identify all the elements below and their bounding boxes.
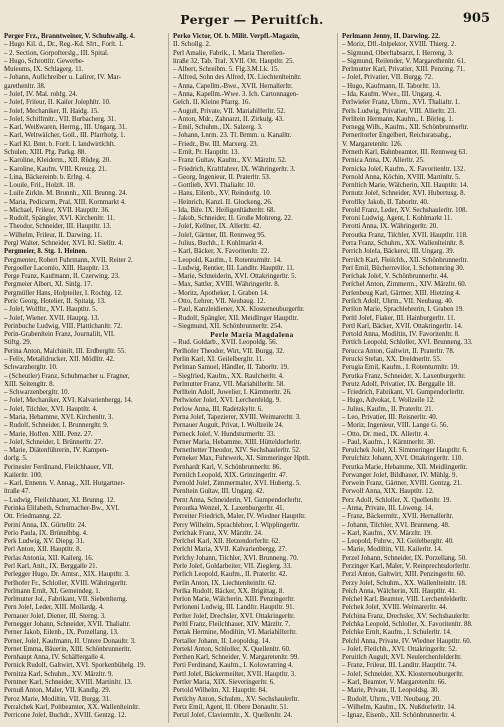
directory-entry: Perzy Joſef, Schuhm., XX. Wallenſteinſtr. 18.	[342, 579, 467, 587]
directory-entry: Peſchina Franz, Drechsler, XV. Sechshauſerſtr.	[342, 612, 470, 620]
directory-entry: Pernt Anna, Schneiderin, VI. Gumpendorferſtr.	[173, 496, 303, 504]
directory-entry: – Paul, Kaufm., I. Kärntnerſtr. 30.	[342, 438, 436, 446]
directory-entry: Perlman Samuel, Händler, II. Taborſtr. 19.	[173, 364, 289, 372]
directory-entry: – Ludwig, Fleiſchhauer, XI. Brunng. 12.	[4, 496, 116, 504]
directory-entry: Perk Ludwig, XV. Diepg. 31.	[4, 538, 85, 546]
directory-entry: Ott. Friedmanng. 22.	[4, 513, 62, 521]
directory-entry: ſtraße 47.	[4, 488, 31, 496]
directory-entry: V. Margaretenſtr. 126.	[342, 140, 403, 148]
directory-entry: Perwanger Joſef, Bildhauer, IV. Mühlg. 9.	[342, 471, 458, 479]
directory-entry: Perwein Franz, Gärtner, XVIII. Gentzg. 21.	[342, 480, 462, 488]
directory-entry: Pernetſtetter Theodor, XIV. Sechshauſerſtr. 52.	[173, 447, 301, 455]
directory-entry: – Joſef, Friſeur, II. Kaiſer Joſephſtr. 10.	[4, 99, 111, 107]
directory-entry: Perſchak Franz, XV. Märzſtr. 24.	[173, 529, 263, 537]
directory-entry: – Sigmund, Oberftabsarzt, I. Herreng. 3.	[342, 49, 454, 57]
directory-entry: – Julius, Buchh., I. Kohlmarkt 4.	[173, 240, 264, 248]
directory-entry: Pernold Anna, Köchin, XVIII. Martinſtr. 5.	[342, 173, 461, 181]
directory-entry: Schwarzbergſtr. 10.	[4, 364, 58, 372]
directory-entry: – Marie, Hoffen. XIII. Penz. 27.	[4, 430, 93, 438]
directory-entry: Perſoneni Ludwig, III. Landſtr. Hauptſtr. 91.	[173, 604, 295, 612]
directory-entry: Peroz Marie, Modiſtin, VII. Burgg. 31.	[4, 695, 111, 703]
directory-entry: – Karoline, Kleiderm., XII. Rüdeg. 20.	[4, 157, 111, 165]
directory-entry: Perrich Joſefa, Bäckerei, III. Ungarg. 39.	[342, 248, 455, 256]
directory-entry: – Felix, Metalldrucker, XII. Mödlſtr. 42.	[4, 355, 115, 363]
directory-entry: – Otto, Lehrer, VII. Neubaug. 12.	[173, 298, 266, 305]
directory-entry: – Jakob, Schneider, II. Große Mohreng. 22.	[173, 215, 293, 223]
directory-entry: Peric Georg, Hotelier, II. Spitalg. 13.	[4, 298, 106, 305]
directory-entry: – Johann, Aufſchreiber u. Laſirer, IV. Mar-	[4, 74, 121, 82]
directory-entry: Perge Franz, Kaufmann, II. Czerwing. 23.	[4, 273, 120, 281]
directory-entry: – Karl, Beamter, V. Margaretenſtr. 66.	[342, 678, 447, 686]
directory-entry: – Heinrich, Kanzl. II. Glockeng. 26.	[173, 198, 273, 206]
directory-entry: – Joſef, Gärtner, III. Rennweg 95.	[173, 231, 266, 239]
directory-entry: Perner Jakob, Eiſenb., IX. Porzellang. 13.	[4, 629, 119, 637]
directory-entry: Pertold Wilhelm, XI. Hauptſtr. 84.	[173, 687, 268, 695]
directory-entry: – Hugo, Kaufmann, II. Taborſtr. 13.	[342, 82, 441, 90]
directory-entry: Pertaller Johann, II. Leopoldsg. 14.	[173, 637, 271, 645]
directory-entry: Pernerſtorfer Engelbert, Reichsratsabg.,	[342, 132, 452, 140]
directory-entry: Perriſch Karl, Fleiſchh., XII. Schönbrunnerſtr.	[342, 256, 469, 264]
directory-entry: Pernauer Auguſt, Privat, I. Wollzeile 24.	[173, 422, 284, 430]
directory-entry: – Gottlieb, XVI. Thaliaſtr. 10.	[173, 182, 256, 190]
directory-entry: – Karl, Kaufm., XV. Märzſtr. 19.	[342, 529, 433, 537]
directory-entry: – Friedr., Bw. III. Marxerg. 23.	[173, 140, 259, 148]
directory-entry: Perl Anton, XII. Hauptſtr. 8.	[4, 546, 82, 554]
directory-entry: Pernuß Anton, Maler, VII. Kandlg. 29.	[4, 687, 111, 695]
directory-entry: Perlegger Hugo, Dr. Amtsr., XIX. Hauptſtr. 3.	[4, 571, 130, 579]
directory-entry: – Friedrich, Kraftfahrer, IX. Währingerſtr. 3.	[173, 165, 296, 173]
directory-entry: Peroutka Franz, Tiſchler, XVII. Hauptſtr. 118.	[342, 231, 468, 239]
directory-entry: Kaiſerſtr. 100.	[4, 471, 43, 479]
directory-entry: Perſ Emil, Bücherreviſor, I. Schottenring 30.	[342, 264, 465, 272]
directory-entry: – Auguſt, Private, VII. Mariahilferſtr. 52.	[173, 107, 286, 115]
directory-entry: – Louiſe, Friſ., Holzſt. 18.	[4, 182, 76, 190]
directory-entry: – Leo, Privatier, III. Reisnerſtr. 40.	[342, 413, 438, 421]
directory-entry: – Rudolf, Schneider, I. Brunnergſtr. 9.	[4, 422, 109, 430]
directory-entry: Perlmann Jenny, II. Darwing. 22.	[342, 33, 441, 40]
directory-entry: – Ernſt, Pr. Hauptſtr. 13.	[173, 148, 240, 156]
directory-entry: Pertekl Anton, Schloſſer, X. Quellenſtr. 60.	[173, 645, 291, 653]
directory-entry: – Paul, Kanzleidiener, XX. Klosterneuburgerſtr.	[173, 306, 305, 314]
directory-entry: Perina Anton, Maſchiniſt, III. Erdbergſtr. 55.	[4, 347, 126, 355]
directory-entry: Perſtl Franz, Fleiſchhauer, XIV. Märzſtr. 7.	[173, 620, 291, 628]
directory-entry: Perra Franz, Schuhm., XX. Wallenſteinſtr. 8.	[342, 240, 465, 248]
directory-entry: Peſchl Anna, Private, IV. Wiedner Hauptſtr. 60.	[342, 637, 472, 645]
directory-entry: Geſch. II. Kleine Pfarrg. 16.	[173, 99, 251, 107]
directory-entry: Perinesſer Ferdinand, Fleiſchhauer, VII.	[4, 463, 114, 471]
directory-entry: – Rudolf, Spängler, XVI. Kirchenſtr. 11.	[4, 215, 115, 223]
directory-entry: Pertſchy Anton, Schuhm., XV. Sechshauſerſtr.	[173, 695, 299, 703]
directory-entry: Peſch Anna, Wäſcherin, XII. Hauptſtr. 41.	[342, 587, 457, 595]
directory-entry: – Sigmund, Reiſender, V. Margarethenſtr. 61.	[342, 57, 466, 65]
directory-entry: – Ida, Kaufm. Wwe., III. Ungarg. 4.	[342, 90, 442, 98]
directory-entry: Pergmeier Albert, XI. Sinfg. 17.	[4, 281, 93, 289]
directory-entry: Perofſky Jakob, II. Taborſtr. 40.	[342, 198, 429, 206]
directory-column-1	[4, 33, 162, 723]
directory-entry: – Leopold, Kaufm., I. Rotenturmſtr. 14.	[173, 256, 282, 264]
directory-entry: Perſſon Marie, Sprachlehrerin, I. Graben 19.	[342, 306, 464, 314]
directory-entry: Perlmutter Karl, Privatier, XIII. Penzing. 71.	[342, 66, 465, 74]
directory-entry: Perneker Max, Fuhrwerk, XI. Simmeringer Hptſt.	[173, 455, 310, 463]
directory-entry: – Joſef, Mechaniker, II. Haidg. 15.	[4, 107, 100, 115]
directory-entry: – Karl, Ennenn. V. Annag., XII. Hutgartner-	[4, 480, 125, 488]
directory-entry: – Karoline, Kaufm. VIII. Kreuzg. 21.	[4, 165, 107, 173]
directory-entry: Pern Joſef, Leder, XIII. Mollardg. 4.	[4, 604, 104, 612]
directory-entry: Peſchel Karl, Beamter, VIII. Lerchenfelderſtr.	[342, 596, 468, 604]
directory-entry: – Franz, Friſeur, III. Landſtr. Hauptſtr. 74.	[342, 662, 457, 670]
directory-entry: Perger Frz., Branntweiner, V. Schuhwallg. 4.	[4, 33, 135, 40]
directory-entry: II. Schollg. 2.	[173, 41, 211, 49]
directory-entry: Muſeums, IX. Schlagerg. 11.	[4, 66, 84, 74]
directory-entry: – Johann, Tiſchler, XVI. Brunneng. 48.	[342, 521, 450, 529]
directory-entry: Perotti Anna, IX. Währingerſtr. 20.	[342, 223, 438, 231]
directory-entry: – Franz, Bäckermſtr., XVII. Hernalſerſtr.	[342, 513, 454, 521]
directory-entry: Perls Ludwig, Privatier, VIII. Alſerſtr. 23.	[342, 107, 457, 115]
directory-entry: – Wilhelm, Kaufm., IX. Nußdorferſtr. 14.	[342, 703, 456, 711]
directory-entry: – Joſef, Tiſchler, XVI. Hauptſtr. 4.	[4, 405, 98, 413]
directory-entry: Pernet Emma, Bäuerin, XIII. Schönbrunnerſtr.	[4, 645, 132, 653]
directory-entry: Perlmann Ernſt, XI. Gemeindeg. 1.	[4, 587, 101, 595]
directory-entry: ſtraße 32, Tab. Traf. XVII. Ott. Hauptſtr. 25.	[173, 57, 295, 65]
directory-entry: – Siegfried, Kaufm., XX. Rauſcherſtr. 4.	[173, 372, 284, 380]
directory-entry: – Wilhelm, Friſeur, II. Darwing. 11.	[4, 231, 103, 239]
directory-entry: – Theodor, Schneider, III. Hauptſtr. 13.	[4, 223, 112, 231]
directory-entry: Perugia Emil, Kaufm., I. Rotenturmſtr. 19.	[342, 364, 459, 372]
directory-entry: Perz Adolf, Schloſſer, X. Quellenſtr. 19.	[342, 496, 452, 504]
directory-entry: Pernhaupt Anna, IV. Schäffergaſſe 4.	[4, 654, 105, 662]
directory-entry: – Karl, Weißwaren, Herrng., III. Ungarg. 31.	[4, 124, 127, 132]
directory-entry: – Joſef, Mechaniker, XVI. Kalvarienbergg. 14.	[4, 397, 133, 405]
directory-entry: – 2. Section, Gorpofterslg., III. Spital.	[4, 49, 109, 57]
directory-entry: Perniſch Leopold, XIX. Grinzingerſtr. 47.	[173, 471, 288, 479]
directory-entry: Pergl Walter, Schneider, XVI. Kl. Sielſtr. 4.	[4, 240, 124, 248]
directory-entry: – Anna, Private, III. Löweng. 14.	[342, 505, 434, 513]
directory-entry: Perzel Johann, Schneider, IX. Porzellang. 50.	[342, 554, 467, 562]
directory-entry: Perlſtein Hermann, Kaufm., I. Börſeg. 1.	[342, 115, 454, 123]
directory-entry: Pernica Anna, IX. Alſerſtr. 25.	[342, 157, 425, 165]
directory-entry: Perſich Leopold, Kaufm., II. Praterſtr. 42.	[173, 571, 288, 579]
directory-entry: Perutka Marie, Hebamme, XII. Meidlingerſtr.	[342, 463, 468, 471]
directory-entry: dorfg. 5.	[4, 455, 28, 463]
directory-entry: – Moriz, Ingenieur, VIII. Lange G. 56.	[342, 422, 449, 430]
directory-entry: Perſon Marie, Wäſcherin, XIII. Penzingerſtr.	[173, 596, 295, 604]
directory-entry: Perl Karl, Anſt., IX. Berggaſſe 21.	[4, 563, 98, 570]
directory-entry: Perneck Joſef, V. Hundsturmerſtr. 33.	[173, 430, 276, 438]
directory-entry: – Hugo, Advokat, I. Wollzeile 12.	[342, 397, 435, 405]
directory-entry: Perntner Karl, Schneider, XVIII. Martinſtr. 13.	[4, 678, 133, 686]
directory-entry: – Karl, Weltwäſcher, Goſſ., III. Pfarrhofg. 1.	[4, 132, 126, 140]
directory-entry: Perlhofer Fr., Schloſſer, XVIII. Währingerſtr.	[4, 579, 128, 587]
directory-entry: Perner Maria, Hebamme, XIII. Hütteldorferſtr.	[173, 438, 302, 446]
directory-entry: Perwolf Anna, XIX. Hauptſtr. 12.	[342, 488, 434, 496]
directory-entry: Perucki Stefan, XX. Dreſdnerſtr. 55.	[342, 355, 442, 363]
directory-entry: Peruſchek Joſef, XI. Simmeringer Hauptſtr. 6.	[342, 447, 468, 455]
directory-entry: Peroni Ludwig, Agent, I. Kohlmarkt 11.	[342, 215, 453, 223]
directory-entry: – Johann, Lnrm. 23. Tſ. Brmm. u. Kanalſtr.	[173, 132, 292, 140]
directory-entry: – Joſef, Privatier, VII. Burgg. 72.	[342, 74, 433, 82]
directory-entry: Perko Victor, Of. b. Milit. Verpfl.-Magazin,	[173, 33, 300, 40]
directory-entry: Perreiter Friedrich, Maler, IV. Wiedner Hauptſtr.	[173, 513, 306, 521]
directory-entry: Pertler Maria, XIX. Sieveringerſtr. 6.	[173, 678, 275, 686]
directory-entry: – Otto, Dr. med., IX. Alſerſtr. 4.	[342, 430, 430, 438]
directory-entry: Perſter Joſef, Drechsler, XVI. Ottakringerſtr.	[173, 612, 295, 620]
directory-entry: Pertſch Leopold, Schloſſer, XVI. Brunneng. 33.	[342, 339, 473, 347]
directory-entry: Perin-Grabenſtein Franz, Journaliſt, VII.	[4, 331, 115, 339]
directory-entry: Pernſtich Marie, Wäſcherin, XII. Hauptſtr. 14.	[342, 182, 469, 190]
directory-entry: Pergmenter, Robert Fuhrmann, XVII. Reiter 2.	[4, 256, 133, 264]
directory-entry: – Julius, Kaufm., II. Praterſtr. 21.	[342, 405, 434, 413]
page-title: Perger — Peruitſch.	[180, 12, 324, 27]
directory-entry: Peroutka Wenzel, X. Laxenburgerſtr. 41.	[173, 505, 285, 513]
directory-entry: – Joſef, Kellner, IX. Alſerſtr. 42.	[173, 223, 262, 231]
directory-entry: Perlas Antonia, XII. Kaiſerg. 16.	[4, 554, 94, 562]
directory-entry: Perinbuche Ludwig, VIII. Plattſchanſtr. 72.	[4, 322, 123, 330]
directory-entry: – Rudolf, Uhrm., VII. Neubaug. 20.	[342, 695, 441, 703]
section-heading: Perle Maria Magdalena	[210, 331, 294, 340]
directory-column-3	[337, 33, 500, 723]
directory-entry: – Rud. Goldarb., XVII. Leopoldg. 56.	[173, 339, 278, 347]
directory-columns	[4, 33, 500, 723]
directory-entry: Perna Joſef, Tapezierer, XVIII. Weimarerſtr. 3.	[173, 413, 301, 421]
directory-entry: – Karl, Bäcker, X. Favoritenſtr. 22.	[173, 248, 270, 256]
directory-entry: – Leopold, Fuhrw., XI. Geiſelbergſtr. 40.	[342, 538, 454, 546]
directory-entry: – Emil, Schuhm., IX. Salzerg. 3.	[173, 124, 263, 132]
directory-entry: – Lina, Bäckereinb. b. Erlng. 4.	[4, 173, 91, 181]
directory-entry: – (Scheutler) Franz, Schuhmacher u. Fragner,	[4, 372, 130, 380]
directory-entry: – Joſef, Schneider, XX. Klosterneuburgerſtr.	[342, 670, 464, 678]
directory-entry: – Anna, Capellm.-Bwe., XVII. Hernalſerſtr.	[173, 82, 293, 90]
directory-entry: – Maria, Pedicurm, Praſ, XIII. Kornmarkt 4.	[4, 198, 126, 206]
directory-entry: Perſchak Joſef, V. Schönbrunnerſtr. 44.	[342, 273, 449, 281]
directory-entry: Perſin Anton, IX. Liechtenſteinſtr. 62.	[173, 579, 277, 587]
directory-entry: Perinka Eliſabeth, Schumacher-Bw., XVI.	[4, 505, 120, 513]
directory-entry: Perricone Joſef, Buchdr., XVIII. Gentzg. 12.	[4, 712, 127, 720]
directory-entry: Peſchek Joſef, XVIII. Weimarerſtr. 44.	[342, 604, 448, 612]
directory-entry: Perry Wilhelm, Sprachlehrer, I. Wipplingerſtr.	[173, 521, 300, 529]
directory-entry: – Marie, Diätenführerin, IV. Kampen-	[4, 447, 109, 455]
directory-entry: Perſchl Maria, XVII. Kalvarienbergg. 27.	[173, 546, 287, 554]
directory-entry: Pernhardt Karl, V. Schönbrunnerſtr. 86.	[173, 463, 282, 471]
directory-entry: Perſchel Karl, XII. Hetzendorferſtr. 62.	[173, 538, 281, 546]
directory-entry: Perti Ferdinand, Kaufm., I. Kolowratring 4.	[173, 662, 294, 670]
directory-entry: – Siegmund, XII. Schönbrunnerſtr. 254.	[173, 322, 283, 330]
directory-entry: Perlhofer Theodor, Wirt, VII. Burgg. 32.	[173, 347, 285, 355]
directory-entry: – Joſef, IV. Mal. rohfg. 24.	[4, 90, 78, 98]
directory-entry: Pertak Hermine, Modiſtin, VI. Mariahilferſtr.	[173, 629, 297, 637]
directory-entry: – Hans, Eiſenb., XV. Reindorfg. 10.	[173, 190, 272, 198]
directory-entry: Perutka Franz, Schneider, X. Laxenburgerſtr.	[342, 372, 466, 380]
directory-entry: Perlmutter Franz, VII. Mariahilferſtr. 58.	[173, 380, 286, 388]
directory-entry: – Anton, Mdr., Zahnarzt, II. Zirkuſg. 43.	[173, 115, 284, 123]
directory-entry: Perzl Anton, Gaſtwirt, XIII. Penzingerſtr. 60.	[342, 571, 466, 579]
directory-entry: – Joſef, Fleiſchh., XVI. Ottakringerſtr. 52.	[342, 645, 458, 653]
directory-entry: Pergmeier, 8. Stg. 1. Heinen.	[4, 248, 87, 256]
directory-entry: – Max, Sattler, XVIII. Währingerſtr. 8.	[173, 281, 280, 289]
directory-entry: Perlſtein Adolf, Juwelier, I. Kärntnerſtr. 26.	[173, 389, 292, 397]
directory-entry: Perneth Karl, Bahnbeamter, III. Rennweg 63.	[342, 148, 468, 156]
directory-entry: – Ignaz, Eisenb., XII. Schönbrunnerſtr. 4.	[342, 712, 456, 720]
directory-entry: Pernitza Karl, Schuhm., XV. Märzſtr. 9.	[4, 670, 114, 678]
directory-entry: Perlwieſer Franz, Uhrm., XVI. Thaliaſtr. 1.	[342, 99, 460, 107]
directory-entry: – Alfred, Sohn des Alfred, IX. Liechtenſteinſtr.	[173, 74, 302, 82]
directory-entry: – Franz Guſtav, Kaufm., XV. Märzſtr. 52.	[173, 157, 287, 165]
directory-entry: Perraſchek Karl, Poſtbeamter, XX. Wallenſteinſtr.	[4, 703, 140, 711]
directory-entry: Pernold Joſef, Zimmermaler, XVI. Hubertg. 5.	[173, 480, 301, 488]
directory-entry: Perſtl Joſef, Fiaker, III. Hainburgerſtr. 11.	[342, 314, 456, 322]
directory-entry: Perſich Adolf, Uhrm., VII. Neubaug. 40.	[342, 298, 454, 305]
directory-entry: – Maria, Hebamme, XVI. Kirchenſtr. 3.	[4, 413, 114, 421]
directory-entry: Schulen, XIII. Pfg. Parkg. 88.	[4, 148, 87, 156]
directory-entry: Perlwieſer Joſef, XVI. Lerchenfeldg. 9.	[173, 397, 281, 405]
directory-entry: Perſchel Anton, Zimmerm., XIV. Märzſtr. 60.	[342, 281, 467, 289]
directory-entry: – Marie, Schneiderin, XVI. Ottakringerſtr. 5.	[173, 273, 297, 281]
directory-entry: Perſka Rudolf, Bäcker, XX. Brigittag. 8.	[173, 587, 285, 595]
directory-entry: Pernſtein Guſtav, III. Ungarg. 42.	[173, 488, 265, 496]
directory-entry: Stiftg. 29.	[4, 339, 32, 347]
directory-entry: – Rudolf, Spängler, XII. Meidlinger Hauptſtr.	[173, 314, 299, 322]
directory-entry: Pergoeſſer Lacomſo, XIII. Haupſtr. 13.	[4, 264, 110, 272]
directory-entry: Pernicka Joſef, Kaufm., X. Favoritenſtr. 132.	[342, 165, 466, 173]
directory-entry: – Moriz, Dfl.-Inſpektor, XVIII. Thierg. 2.	[342, 41, 457, 49]
directory-entry: Perner, Joſef, Kaufmann, II. Untere Donauſtr. 3.	[4, 637, 136, 645]
directory-entry: – Marie, Private, II. Leopoldsg. 30.	[342, 687, 440, 695]
directory-entry: Perthen Karl, Schneider, V. Margaretenſtr. 99.	[173, 654, 300, 662]
directory-entry: Perini Anna, IX. Gürtelſtr. 24.	[4, 521, 87, 529]
directory-entry: Pertold Anna, Modiſtin, IV. Favoritenſtr. 8.	[342, 331, 460, 339]
directory-entry: – Albert, Schreibm. 5. Flg.3.M.Lk. 15.	[173, 66, 280, 74]
directory-entry: Peruſchitz Johann, XVI. Ottakringerſtr. 110.	[342, 455, 464, 463]
directory-entry: Pergmüller Hans, Hoſpteiler, I. Rochtg. 12.	[4, 289, 123, 297]
directory-entry: Perl Amalie, Fabrik., I. Maria Thereſien-	[173, 49, 285, 57]
directory-entry: Pertz Emil, Agent, II. Obere Donauſtr. 51.	[173, 703, 289, 711]
directory-entry: Perlin Karl, XI. Geiſelbergſtr. 11.	[173, 355, 265, 363]
directory-entry: Perucca Anton, Gaſtwirt, II. Praterſtr. 78.	[342, 347, 455, 355]
directory-entry: – Joſef, Wolfſtr., XVI. Hauptſtr. 5.	[4, 306, 98, 314]
directory-entry: – Friedrich, Fabrikant, VI. Gumpendorferſtr.	[342, 389, 465, 397]
directory-entry: – Schwarzenbergſtr. 10.	[4, 389, 70, 397]
directory-entry: Perutz Adolf, Privatier, IX. Berggaſſe 18.	[342, 380, 456, 388]
directory-entry: – Anna, Kapellm.-Wwe. 3. Ich. Cartonnagen-	[173, 90, 299, 98]
directory-entry: Peruitſch Auguſt, XVI. Neulerchenfelderſtr.	[342, 654, 462, 662]
directory-entry: Peſchke Ernſt, Kaufm., I. Schulerſtr. 14.	[342, 629, 452, 637]
directory-entry: – Georg, Ingenieur, II. Praterſtr. 53.	[173, 173, 271, 181]
directory-entry: – Hugo, Schrottſtr. Gewerbe-	[4, 57, 85, 65]
directory-entry: Pertl Joſef, Bäckermeiſter, XVII. Hauptſtr. 3.	[173, 670, 296, 678]
directory-entry: – Hugo Kil. d., Dr., Reg.-Kd. Sfrt., Forſt. 1.	[4, 41, 124, 49]
directory-entry: Pertzl Joſef, Claviermſtr., X. Quellenſtr. 24.	[173, 712, 293, 720]
directory-entry: Perio Paula, IX. Brünnlbbg. 4.	[4, 529, 88, 537]
directory-entry: Perlmutter Joſ., Fabrikant, VII. Siebenſterng.	[4, 596, 128, 604]
directory-entry: Pernick Rudolf, Gaſtwirt, XVI. Sporkenbühelg. 19.	[4, 662, 146, 670]
directory-entry: – Moritz, Apotheker, I. Graben 14.	[173, 289, 269, 297]
directory-entry: XIII. Seitengſtr. 8.	[4, 380, 55, 388]
directory-entry: – Joſef, Schiffmſtr., VII. Burbacherg. 31.	[4, 115, 116, 123]
page-number: 905	[462, 11, 490, 26]
directory-entry: – Luiſe Zirkln. M. Brunnh., XII. Brunng. 24.	[4, 190, 128, 198]
directory-entry: Perſenbeug Karl, Gärtner, XIII. Hietzing 4.	[342, 289, 461, 297]
directory-entry: – Joſef, Schneider, I. Brünnerſtr. 27.	[4, 438, 103, 446]
directory-entry: – Karl Kl. Bmt. b. Forſt. I. landwirtſchft.	[4, 140, 116, 148]
page-header	[0, 12, 504, 30]
directory-entry: Pertl Karl, Bäcker, XVII. Ottakringerſtr. 14.	[342, 322, 463, 330]
directory-entry: – Marie, Modiſtin, VII. Kaiſerſtr. 14.	[342, 546, 443, 554]
directory-entry: Pernegger Johann, Schneider, XVII. Thaliaſtr.	[4, 620, 131, 628]
directory-column-2	[168, 33, 331, 723]
directory-entry: Pernutz Joſef, Schneider, XVI. Hubertusg. 8.	[342, 190, 466, 198]
directory-entry: Perlow Anna, III. Radetzkyſtr. 6.	[173, 405, 263, 413]
directory-entry: Pernegg Wilh., Kaufm., XII. Schönbrunnerſtr.	[342, 124, 469, 132]
directory-entry: – Ida, Biſe. IX. Heiligenſtädterſtr. 68.	[173, 206, 276, 214]
directory-entry: Perzinger Karl, Maler, V. Reinprechtsdorferſtr.	[342, 563, 471, 570]
directory-entry: – Joſef, Wiener. XVII. Hauptg. 13.	[4, 314, 100, 322]
directory-entry: Perold Franz, Leder, XV. Sechshauſerſtr. 108.	[342, 206, 468, 214]
directory-entry: Perſchy Johann, Tiſchler, XVI. Brunneng. 70.	[173, 554, 299, 562]
directory-entry: – Ludwig, Rentier, III. Landſtr. Hauptſtr. 11.	[173, 264, 295, 272]
directory-entry: Perſe Joſef, Goldarbeiter, VII. Zieglerg. 33.	[173, 563, 292, 570]
directory-entry: Peſchka Leopold, Schloſſer, X. Favoritenſtr. 88.	[342, 620, 473, 628]
directory-entry: Pernauer Joſef, Diener, III. Sterng. 3.	[4, 612, 106, 620]
directory-entry: garethenſtr. 38.	[4, 82, 46, 90]
directory-entry: – Michael, Friſeur, XVII. Hauptſtr. 36.	[4, 206, 110, 214]
